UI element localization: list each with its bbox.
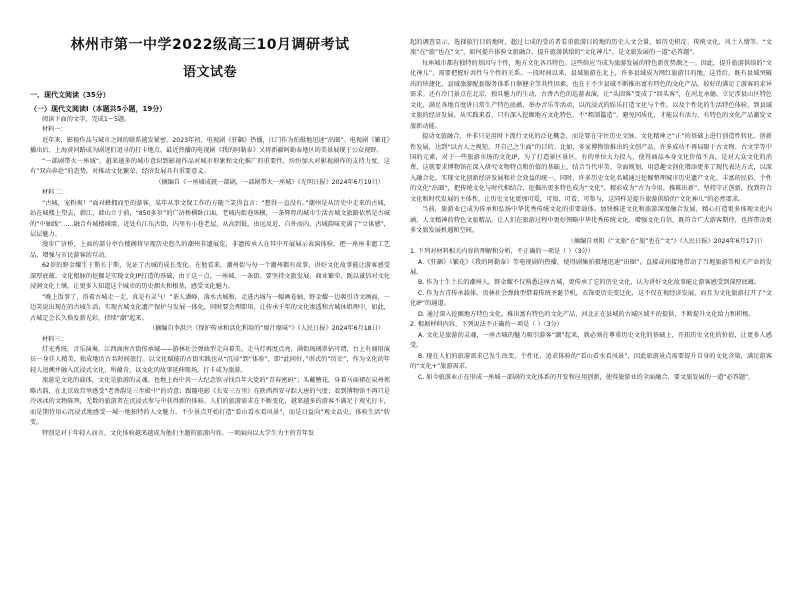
material-3-paragraph: 旅游是文化的载体，文化是旅游的灵魂。也地上海中共一大纪念馆寻找百年大党的“青春密码”；头戴簪花，身着马面裙在泉州领略古韵，在北京故宫里感受“老香韵是三坐殿中”的诗意；跟随电影《长安三万里》在陕西西安寻踪大唐的气度；看到博物馆不再只是冷冰冰的文物陈列，无数的旅游者在沉浸式参与中获得新的体验。人们的旅游需求在不断变化，越来越多的游客不满足于观光打卡，而是期待用心沉浸式地感受一城一地独特的人文魅力，不少景点开始打造“看山看水看风景”，而是日益向“观文品史、体验生活”转变。 <box>30 377 390 427</box>
question-1-stem: 1. 下列对材料相关内容的理解和分析，不正确的一项是（ ）（3分） <box>410 248 594 256</box>
material-3-paragraph: 当前，旅游业已成为传承和弘扬中华优秀传统文化的重要载体。加快推进文化和旅游深度融合发展，精心打造更多体现文化内涵、人文精神的特色文旅精品，让人们在旅游过程中更好领略中华优秀传统文化、增强文化自信，既符合广大游客期待，也将带动更多文旅发展机遇和空间。 <box>410 206 772 235</box>
material-3-continuation: 起的调查显示，选择旅行目的地时，超过七成的受访者看重旅游目的地的历史人文会量，如历史积淀、传统文化、风土人情等。“文旅”在“旅”也在“文”，如何提升体验文旅融合，提升旅游供给的“文化神儿”，是文旅发展的一道“必答题”。 <box>410 39 772 57</box>
question-2-option-a: A. 文化是旅游的灵魂，一座古城的魅力吸引游客“潮”起来，就必须在尊重历史文化的基础上，开拓历史文化的价值，让更多人感受。 <box>410 331 772 350</box>
question-1-option-b: B. 作为土生土长的潮州人，野金耀不仅熟悉这座古城，更传承了它的历史文化，认为讲好文化故事能让游客感受到深厚底蕴。 <box>418 279 761 287</box>
exam-title: 林州市第一中学2022级高三10月调研考试 <box>70 37 350 53</box>
section-heading: 一、现代文阅读（35分） <box>30 91 110 99</box>
material-3-paragraph: 提动文旅融合，并非只是用时下流行文化的泛化概念，而是要在守住历史文脉、文化精神之“正”的基础上进行创造性转化、创新性发展，达到“以古人之规矩，开自己之生面”的目的。比如，多家博物馆推出的文创产品，许多成功不再局限于古文物、古文字等中国的元素，对于一些旅游市场的文化IP，为了打造景区景区，有的单位大力投入，使得商品本身文化价值不高，是对大众文化的消费，这就要求博物馆在深入研究文物特点和价值的基础上，结合当代审美、全面规划，用意趣文创化增添更多了现代表达方式，以深入融合化，实现文化创新经济发展和社会效益的统一。同时，许多历史文化名城通过挖掘整理城市历史遗产文化、丰富的民俗、个性的文化“出圈”，把传统文化与时代相结合，挖掘出更多特色成为“文化”、精彩成为“古为今用，推陈出新”，坚持守正创新，找到符合文化和时代发展的主体性，让历史文化更加可爱，可知、可看、可参与，这同样是提升旅游供给的“文化神儿”的必然要求。 <box>410 133 772 203</box>
material-3-paragraph: 灯光秀场，音乐演奏，江西商南古街传承城——游林社会弹曲型走向着美。走马灯再度点亮，满街琉璃翠钻可谓，台上有商用演员一身佳人精美，独成地历古名时间旅行。以文化赋能的古街实践也从“沉浸”到“体验”，即“此间好，”形式的“历史”，作为文化的年轻人追溯并融入沉浸式文化，所蕴含，以文化的故事延伸现场，打卡成为旅游。 <box>30 345 390 374</box>
question-1-option-d: D. 通过深入挖掘地方特色文化，推出富有特色的文化产品，河北正在县城的古城区域不的提供，不断提升文化给力和积极。 <box>418 310 755 318</box>
material-3-paragraph: 特别是对于年轻人而言，文化体验越来越成为他们主题的旅游内容。一项面向以大学生为主的青年发 <box>42 429 315 437</box>
material-2-paragraph: “晚上饭事了，沿着古城走一走，真是有灵气！”茶人潘峰，落水古城和，走进古城与一幅画卷轴，野金耀一边吸引诗文画面，一边笑说出现在的古城生活，实现古城文化遗产保护与发展一体化，同时要会理即用，让传承千年的文化渗透和古城休肌理中，如此，古城定会长久焕发新光彩，持续“潮”起来。 <box>30 293 390 322</box>
right-column <box>410 0 772 600</box>
material-2-paragraph: 漫步广济桥，上面的部分亭台楼阁将呈现历史悠久的潮州非遗展览，非遗传承人在其中开展展示表演体验，把一座座非遗工艺品，增强与市民游客的互动。 <box>30 241 390 259</box>
material-2-label: 材料二： <box>42 189 67 197</box>
question-1-option-c: C. 作为古青传承载体，贵林社会弹曲型借着传统圣诞节机，衣饰更历史变迁化，这不仅在视经济发展，而且为文化旅游打开了“文化IP”的通道。 <box>410 289 772 308</box>
question-2-option-c: C. 如今旅游业正在形成一座城一部剧的文化体系的开发和应用创新，使得旅游业的全面融合，要文旅发展的一道“必答题”。 <box>418 373 755 381</box>
left-column <box>30 0 390 562</box>
material-1-source: （摘编自《一座城成就一部剧，一部剧带火一座城》《光明日报》2024年6月19日） <box>155 178 384 186</box>
material-3-source: （摘编自刘阳《“文旅”在“旅”也在“文”》《人民日报》2024年6月17日） <box>567 237 766 245</box>
material-2-source: （摘编自李洪兴《保护传承和活化利用的“原汁原味”》《人民日报》2024年6月18日） <box>148 325 384 333</box>
material-1-label: 材料一： <box>42 126 67 134</box>
material-2-paragraph: 62岁的野金耀生于斯长于斯，见证了古城的成长变化。在他看来，潮州街与每一个潮州都有故事，讲好文化故事能让游客感受深厚底蕴。文化根脉的挖掘是实现文化IP打造的基础，由于这一点，一座城、一条街、要坚持文旅发展、商业繁荣、既以诚信对文化浸润文化土壤，让更多人知道这个城市的历史烟火和根基，感受文化魅力。 <box>30 262 390 291</box>
instruction-text: 阅读下面的文字，完成1～5题。 <box>42 116 131 123</box>
material-3-label: 材料三： <box>42 335 67 343</box>
material-1-paragraph: 近年来，影视作品与城市之间的联系越发紧密。2023年初，电视剧《狂飙》热播，江门作为拍摄地迅速“出圈”。电视剧《繁花》播出后，上海黄河路成为剧迷们追寻的打卡地点。最近热播的电视剧《我的阿勒泰》又将新疆阿勒泰地区的美景展现于公众视野。 <box>30 136 390 155</box>
question-1-option-a: A.《狂飙》《繁花》《我的阿勒泰》等电视剧的热播，使得剧集拍摄地迅速“出圈”，直接或间接地带动了当地旅游等相关产业的发展。 <box>410 258 772 276</box>
material-3-paragraph: 每座城市都有独特的基因与个性，地方文化各具特色。这些给应当成为旅游发展的特色新优势源之一。因此，提升旅游供给的“文化神儿”，需要把握好共性与个性的关系。一段时间以来，县域旅游在北上，许多县域成为网红旅游目的地。这背后，既有县域突破出的快捷化，县域旅游配套服务体系日渐健全等共性因素，也在于不少县域不断推出富有特色的文化产品，较好的满足了游客的求异需求。还有冷门景点在北京，独具魅力的生动，古香古色的巡游表演，让“头回客”变成了“回头客”，在河北承德，立足涉县山区特色文化，满足各地百度讲日常生产特色底蕴，举办音乐等活动，以沉浸式的娱乐打造文化与个性，以及个性化的生活特色体验，到县域文旅的经济发展。从实践来看，只有深入挖掘地方文化特色，不“粗制滥造”，避免同质化，才能以有活力、有特色的文化产品激发文旅新动能。 <box>410 59 772 130</box>
question-2-option-b: B. 现在人们的旅游需求已发生改变，个性化、追求体验的“看山看水看风景”，因此旅游景点需要提升自身的文化含量，满足游客的“文化+”旅游需求。 <box>410 352 772 371</box>
question-2-stem: 2. 根据材料内容，下列说法不正确的一项是（ ）（3分） <box>410 321 563 329</box>
exam-subtitle: 语文试卷 <box>182 65 237 80</box>
subsection-heading: （一）现代文阅读Ⅰ（本题共5小题，19分） <box>30 105 167 113</box>
material-1-paragraph: “一部剧带火一座城”。越来越多的城市意识到影视作品对城市形象和文化推广的重要性，纷纷加大对影视剧作的支持力度。这有“双向奔赴”的态势，对推动文化繁荣、经济发展具有重要意义。 <box>30 157 390 176</box>
material-2-paragraph: “古城，宠粉爽！”面对蜂拥而至的游客，某年从事文保工作的方随兰笑得直言：“想得一直没有。”潮州是从历史中走来的古城，站在城楼上望去，韩江、韩山立于前，“850多岁”的广济桥横卧江面，老城内街巷纵横，一条辉煌的城市生活古城文旅路依然是古城的“中轴线”……融合有城楼城墙、近处有江东古街，内里有小巷老屋，从高到低，由远及近，自外而内，古城韵味充满了“立体感”，层层魅力。 <box>30 199 390 238</box>
